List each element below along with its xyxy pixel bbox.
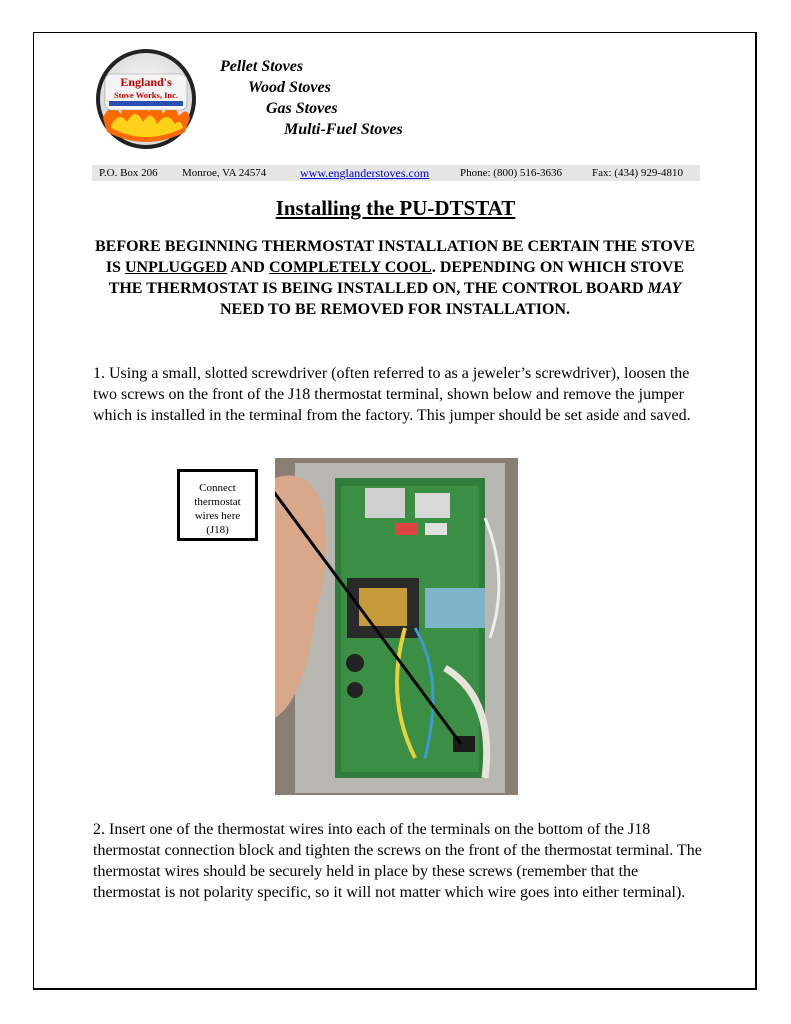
stove-type-list — [220, 56, 403, 140]
city-address: Monroe, VA 24574 — [182, 167, 267, 179]
control-board-photo — [275, 458, 518, 795]
step-2-text: 2. Insert one of the thermostat wires into each of the terminals on the bottom of the J18 thermostat connection block and tighten the screws on the front of the thermostat terminal. The thermostat wires should be securely held in place by these screws (remember that the thermostat is not polarity specific, so it will not matter which wire goes into either terminal). — [93, 821, 702, 901]
stove-type-pellet: Pellet Stoves — [220, 58, 304, 75]
englands-stove-works-logo — [95, 48, 197, 150]
fax-number: Fax: (434) 929-4810 — [592, 167, 684, 179]
stove-type-gas: Gas Stoves — [266, 100, 338, 117]
stove-type-multi-fuel: Multi-Fuel Stoves — [284, 121, 403, 138]
unplugged-emphasis: UNPLUGGED — [124, 259, 228, 276]
safety-warning: BEFORE BEGINNING THERMOSTAT INSTALLATION BE CERTAIN THE STOVE IS UNPLUGGED AND COMPLETELY COOL. DEPENDING ON WHICH STOVE THE THERMOSTAT IS BEING INSTALLED ON, THE CONTROL BOARD MAY NEED TO BE REMOVED FOR INSTALLATION. — [94, 238, 696, 318]
page-title: Installing the PU-DTSTAT — [275, 196, 516, 220]
may-emphasis: MAY — [647, 280, 682, 297]
contact-bar — [92, 165, 700, 181]
cool-emphasis: COMPLETELY COOL — [268, 259, 432, 276]
phone-number: Phone: (800) 516-3636 — [460, 167, 563, 179]
website-link[interactable]: www.englanderstoves.com — [300, 166, 430, 180]
j18-callout-box: Connect thermostat wires here (J18) — [177, 469, 258, 541]
step-1-text: 1. Using a small, slotted screwdriver (often referred to as a jeweler’s screwdriver), loosen the two screws on the front of the J18 thermostat terminal, shown below and remove the jumper which is installed in the terminal from the factory. This jumper should be set aside and saved. — [93, 365, 691, 424]
po-box: P.O. Box 206 — [99, 167, 158, 179]
svg-text:Stove Works, Inc.: Stove Works, Inc. — [113, 90, 179, 100]
svg-text:England's: England's — [120, 75, 172, 89]
stove-type-wood: Wood Stoves — [248, 79, 331, 96]
